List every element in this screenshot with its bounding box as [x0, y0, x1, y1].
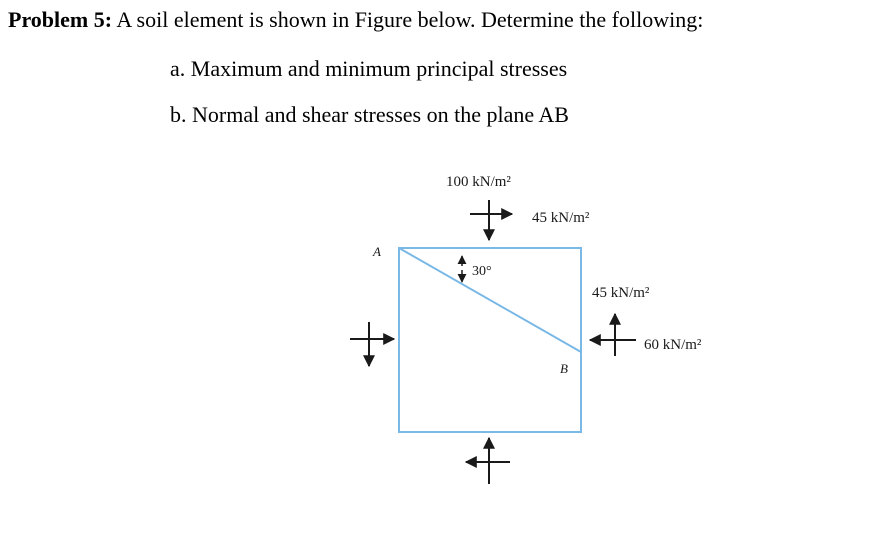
point-a-label: A	[373, 244, 381, 259]
problem-statement: A soil element is shown in Figure below. Determine the following:	[112, 7, 704, 32]
right-shear-stress-label: 45 kN/m²	[592, 285, 650, 301]
top-normal-stress-label: 100 kN/m²	[446, 174, 511, 190]
bottom-stress-arrows-icon	[466, 438, 510, 484]
top-shear-stress-label: 45 kN/m²	[532, 210, 590, 226]
point-b-label: B	[560, 361, 568, 376]
left-stress-arrows-icon	[350, 322, 394, 366]
problem-label: Problem 5:	[8, 7, 113, 32]
part-b: b. Normal and shear stresses on the plane AB	[170, 102, 569, 127]
part-a: a. Maximum and minimum principal stresses	[170, 56, 568, 81]
right-stress-arrows-icon	[590, 314, 636, 356]
angle-label: 30°	[472, 264, 492, 279]
top-stress-arrows-icon	[470, 200, 512, 240]
right-normal-stress-label: 60 kN/m²	[644, 337, 702, 353]
